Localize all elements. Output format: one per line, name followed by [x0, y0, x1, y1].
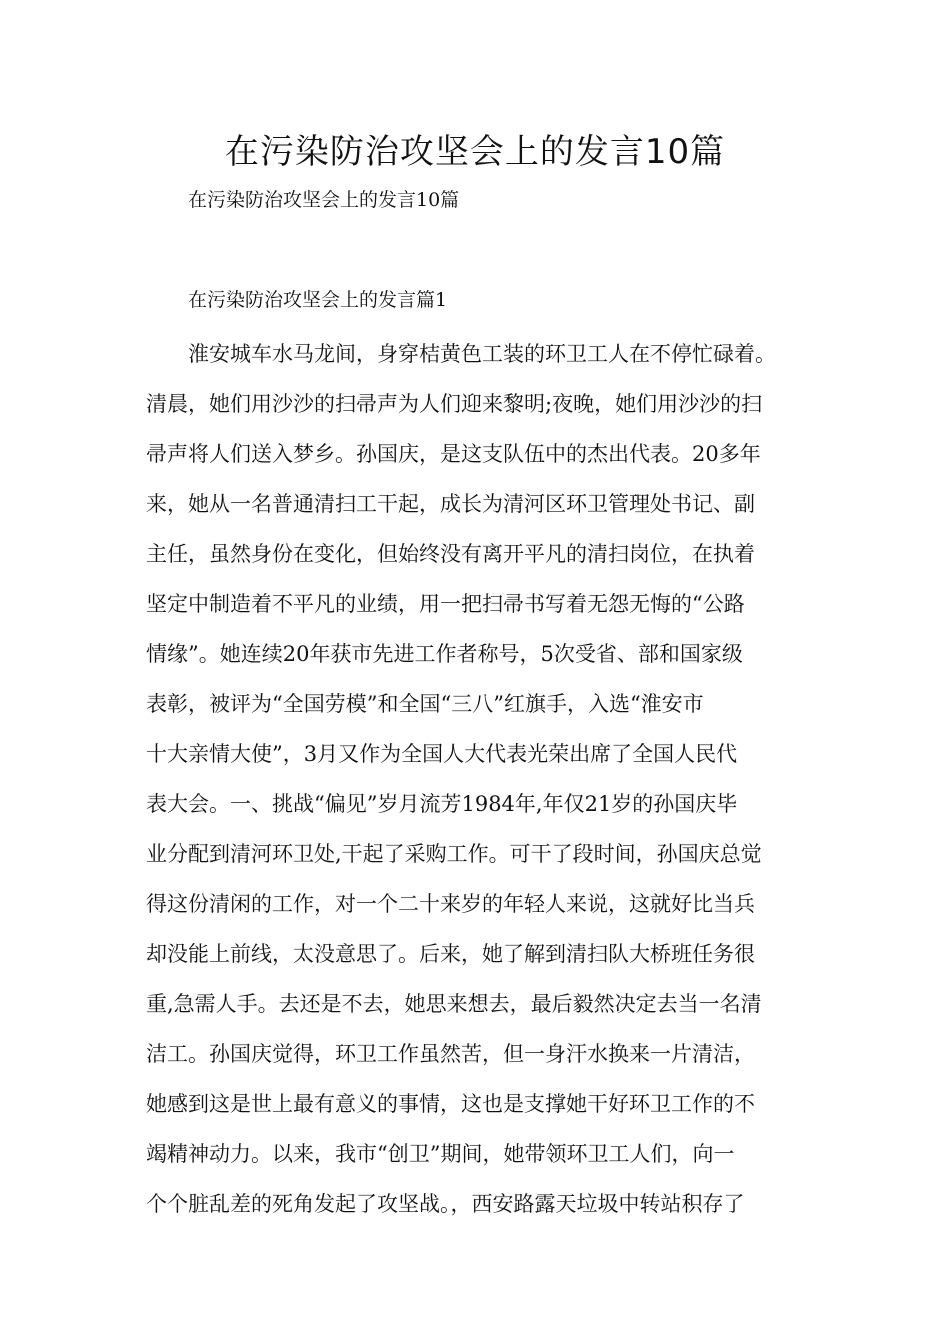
body-line: 竭精神动力。以来，我市“创卫”期间，她带领环卫工人们，向一	[146, 1142, 735, 1166]
body-line: 十大亲情大使”，3月又作为全国人大代表光荣出席了全国人民代	[146, 742, 738, 766]
body-line: 重,急需人手。去还是不去，她思来想去，最后毅然决定去当一名清	[146, 992, 762, 1016]
body-line: 表大会。一、挑战“偏见”岁月流芳1984年,年仅21岁的孙国庆毕	[146, 792, 738, 816]
body-line: 得这份清闲的工作，对一个二十来岁的年轻人来说，这就好比当兵	[146, 892, 755, 916]
body-line: 来，她从一名普通清扫工干起，成长为清河区环卫管理处书记、副	[146, 492, 755, 516]
body-line: 清晨，她们用沙沙的扫帚声为人们迎来黎明;夜晚，她们用沙沙的扫	[146, 392, 763, 416]
body-line: 她感到这是世上最有意义的事情，这也是支撑她干好环卫工作的不	[146, 1092, 755, 1116]
body-line: 帚声将人们送入梦乡。孙国庆，是这支队伍中的杰出代表。20多年	[146, 442, 761, 466]
section-heading: 在污染防治攻坚会上的发言篇1	[188, 289, 448, 311]
body-line: 淮安城车水马龙间，身穿桔黄色工装的环卫工人在不停忙碌着。	[188, 342, 776, 366]
body-line: 业分配到清河环卫处,干起了采购工作。可干了段时间，孙国庆总觉	[146, 842, 762, 866]
body-line: 主任，虽然身份在变化，但始终没有离开平凡的清扫岗位，在执着	[146, 542, 755, 566]
body-line: 却没能上前线，太没意思了。后来，她了解到清扫队大桥班任务很	[146, 942, 755, 966]
body-line: 表彰，被评为“全国劳模”和全国“三八”红旗手，入选“淮安市	[146, 692, 704, 716]
body-line: 洁工。孙国庆觉得，环卫工作虽然苦，但一身汗水换来一片清洁，	[146, 1042, 755, 1066]
document-subtitle: 在污染防治攻坚会上的发言10篇	[188, 189, 460, 211]
document-title: 在污染防治攻坚会上的发言10篇	[224, 132, 726, 172]
body-line: 个个脏乱差的死角发起了攻坚战。，西安路露天垃圾中转站积存了	[146, 1192, 745, 1216]
body-text	[146, 338, 826, 1238]
body-line: 坚定中制造着不平凡的业绩，用一把扫帚书写着无怨无悔的“公路	[146, 592, 745, 616]
body-line: 情缘”。她连续20年获市先进工作者称号，5次受省、部和国家级	[146, 642, 743, 666]
